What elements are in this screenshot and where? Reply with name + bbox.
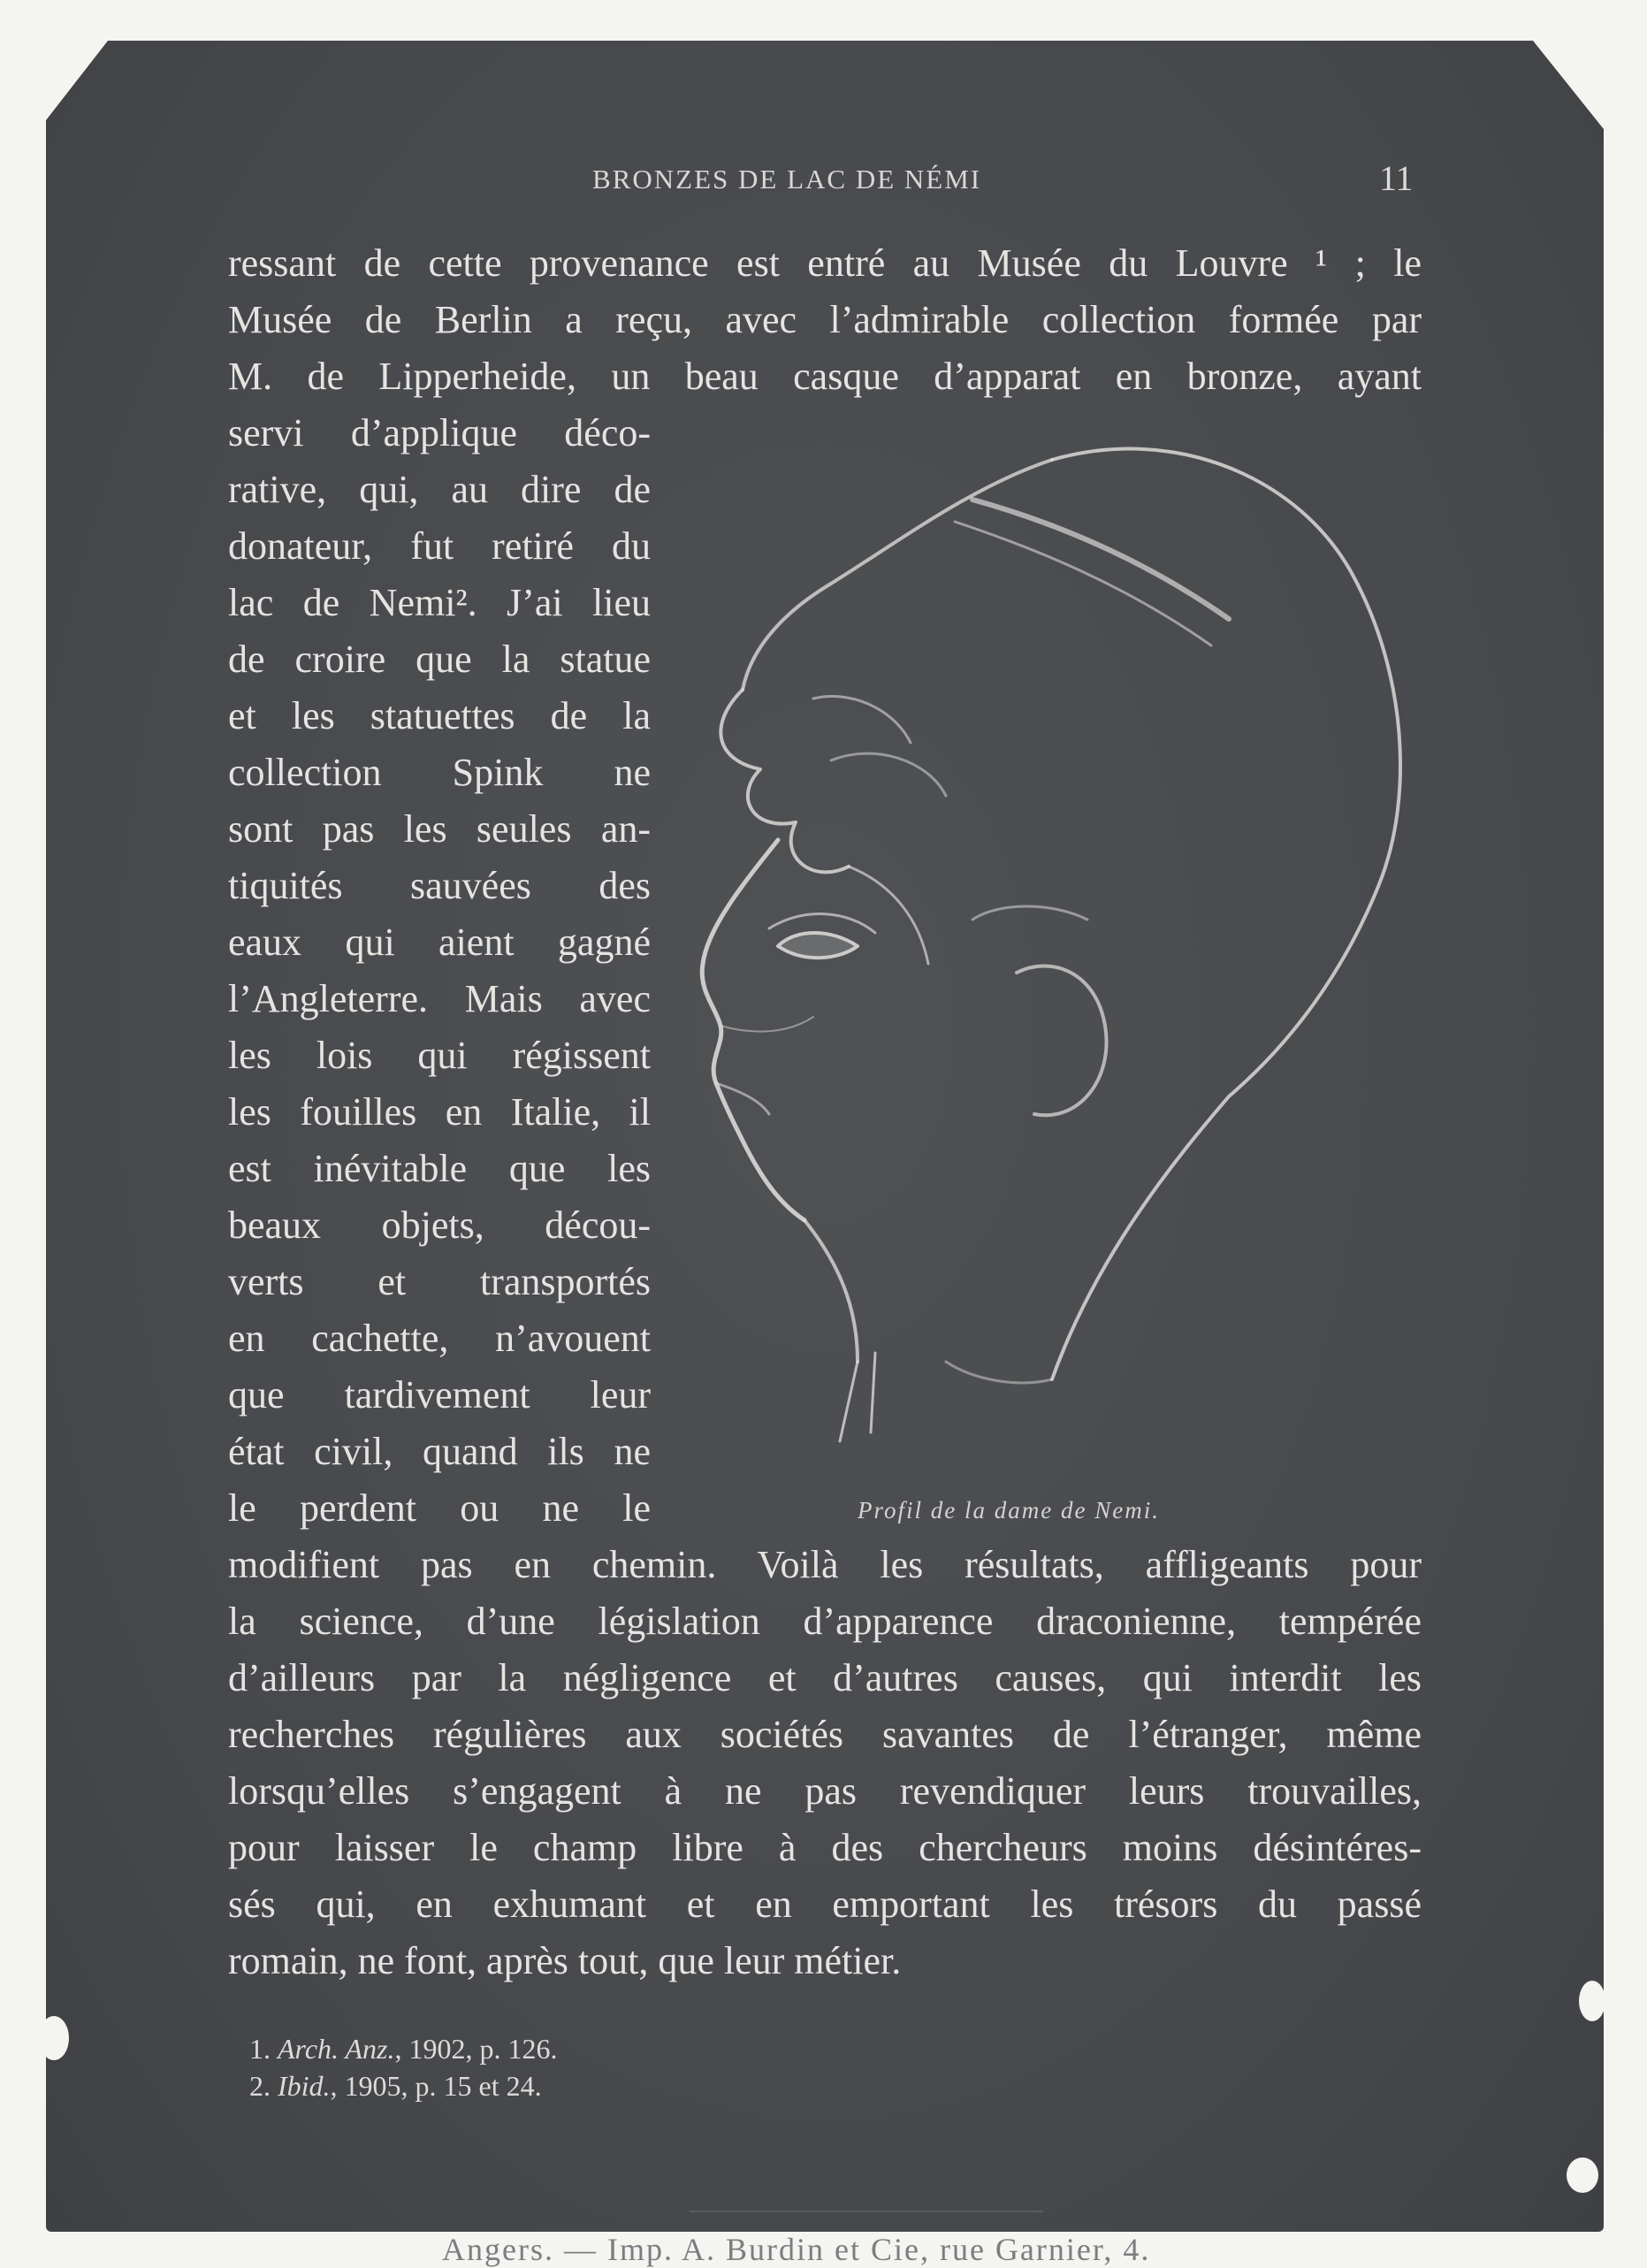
body-line: sés qui, en exhumant et en emportant les trésors du passé <box>228 1882 1422 1926</box>
body-line: que tardivement leur <box>228 1373 651 1417</box>
body-line: sont pas les seules an- <box>228 807 651 851</box>
figure-caption: Profil de la dame de Nemi. <box>858 1497 1160 1523</box>
plate-blemish <box>1567 2157 1598 2193</box>
page-number: 11 <box>1379 158 1414 198</box>
body-line: et les statuettes de la <box>228 694 651 737</box>
body-line: les fouilles en Italie, il <box>228 1090 651 1134</box>
body-line: recherches régulières aux sociétés savantes de l’étranger, même <box>228 1713 1422 1756</box>
body-line: pour laisser le champ libre à des chercheurs moins désintéres- <box>228 1826 1422 1869</box>
body-line: modifient pas en chemin. Voilà les résultats, affligeants pour <box>228 1543 1422 1586</box>
body-line: eaux qui aient gagné <box>228 920 651 964</box>
body-line: l’Angleterre. Mais avec <box>228 977 651 1020</box>
body-line: les lois qui régissent <box>228 1034 651 1077</box>
body-line: la science, d’une législation d’apparence draconienne, tempérée <box>228 1600 1422 1643</box>
footnote-1 <box>249 2030 557 2067</box>
footnote-number: 1. <box>249 2033 271 2065</box>
printer-imprint: Angers. — Imp. A. Burdin et Cie, rue Garnier, 4. <box>442 2232 1151 2267</box>
body-line: Musée de Berlin a reçu, avec l’admirable collection formée par <box>228 298 1422 341</box>
body-line: ressant de cette provenance est entré au Musée du Louvre ¹ ; le <box>228 241 1422 285</box>
running-head: BRONZES DE LAC DE NÉMI <box>592 164 982 195</box>
body-line: d’ailleurs par la négligence et d’autres causes, qui interdit les <box>228 1656 1422 1699</box>
footnote-source: Ibid. <box>278 2070 331 2102</box>
body-line: beaux objets, décou- <box>228 1203 651 1247</box>
body-line: rative, qui, au dire de <box>228 468 651 511</box>
footnote-detail: , 1902, p. 126. <box>394 2033 558 2065</box>
plate-blemish <box>1579 1981 1605 2021</box>
body-line: le perdent ou ne le <box>228 1486 651 1530</box>
body-line: romain, ne font, après tout, que leur métier. <box>228 1939 902 1982</box>
body-line: verts et transportés <box>228 1260 651 1303</box>
body-line: en cachette, n’avouent <box>228 1317 651 1360</box>
body-line: servi d’applique déco- <box>228 411 651 454</box>
imprint-rule <box>690 2211 1043 2212</box>
footnote-2 <box>249 2067 542 2104</box>
body-line: est inévitable que les <box>228 1147 651 1190</box>
body-line: tiquités sauvées des <box>228 864 651 907</box>
footnote-detail: , 1905, p. 15 et 24. <box>330 2070 542 2102</box>
body-line: lac de Nemi². J’ai lieu <box>228 581 651 624</box>
plate-corner-chip <box>1533 41 1604 129</box>
body-line: état civil, quand ils ne <box>228 1430 651 1473</box>
footnote-source: Arch. Anz. <box>278 2033 395 2065</box>
body-line: M. de Lipperheide, un beau casque d’apparat en bronze, ayant <box>228 355 1422 398</box>
plate-blemish <box>39 2016 69 2060</box>
body-line: collection Spink ne <box>228 751 651 794</box>
footnote-number: 2. <box>249 2070 271 2102</box>
plate-corner-chip <box>46 41 108 120</box>
body-line: lorsqu’elles s’engagent à ne pas revendiquer leurs trouvailles, <box>228 1769 1422 1813</box>
profile-illustration <box>681 424 1441 1485</box>
body-line: donateur, fut retiré du <box>228 524 651 568</box>
body-line: de croire que la statue <box>228 638 651 681</box>
